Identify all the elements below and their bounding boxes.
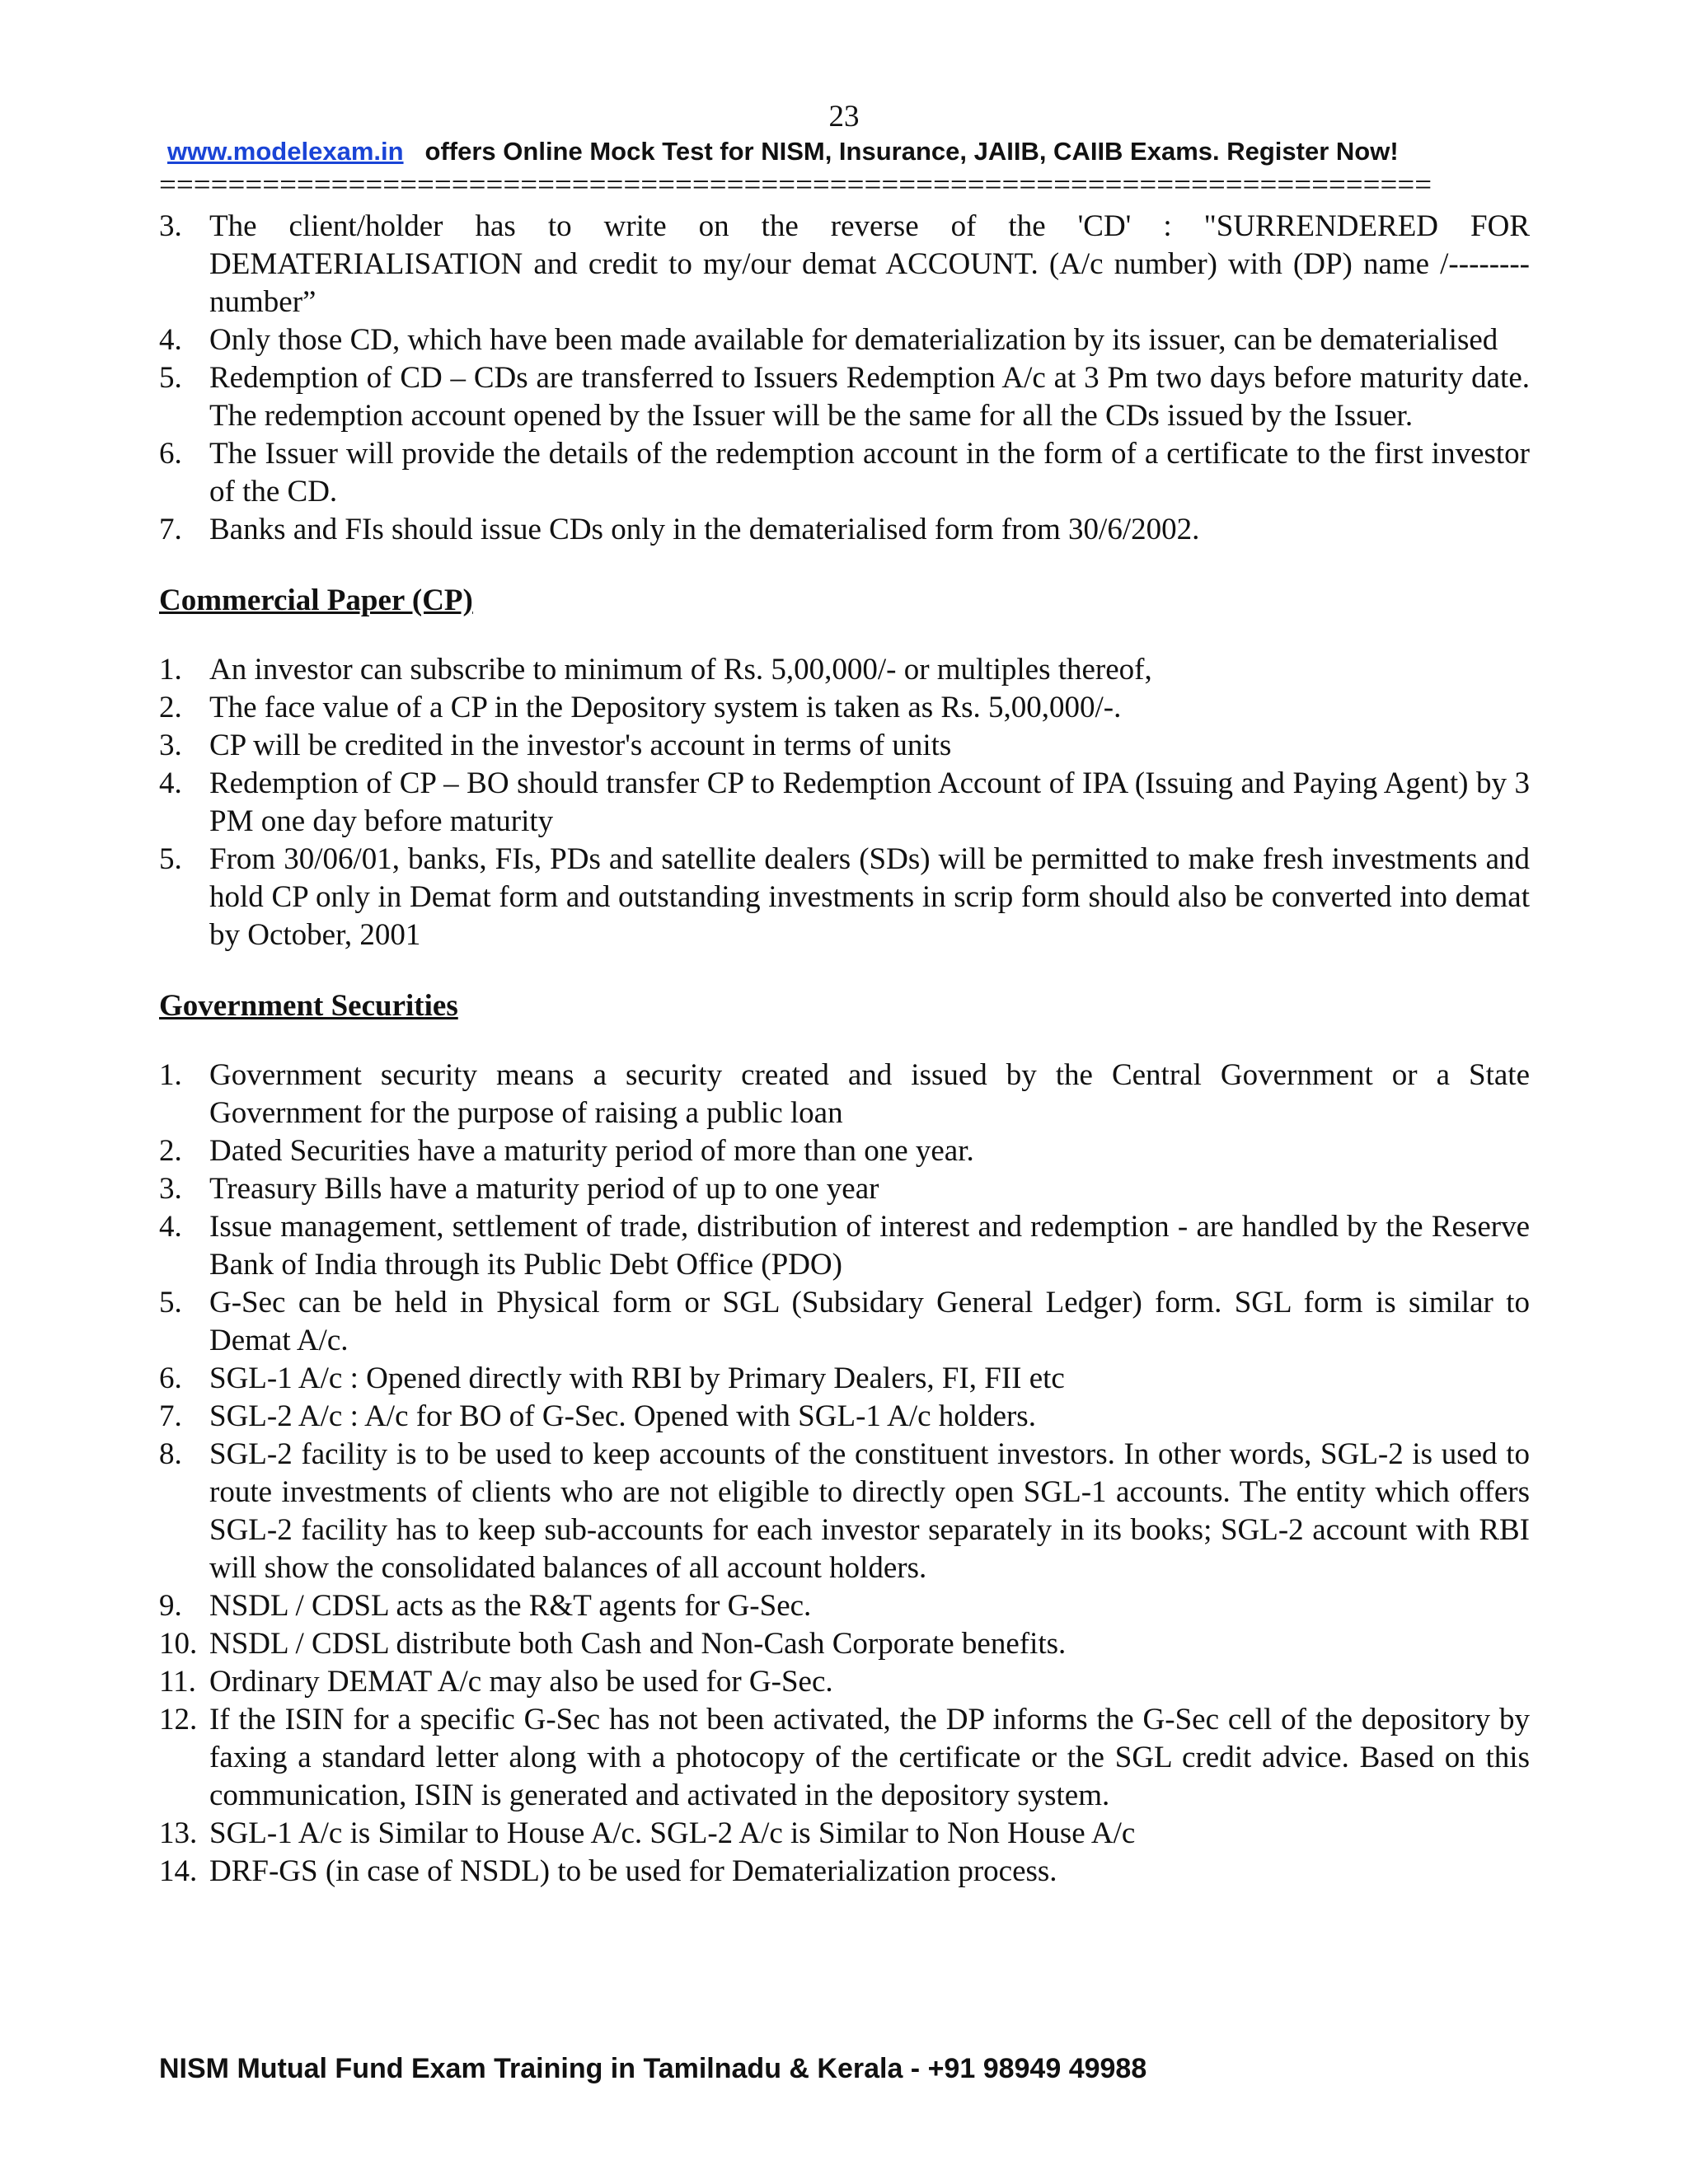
- list-text: CP will be credited in the investor's account in terms of units: [209, 729, 952, 762]
- list-item: [159, 765, 1530, 841]
- list-item: [159, 1625, 1530, 1663]
- list-number: 3.: [159, 209, 182, 243]
- list-number: 11.: [159, 1665, 196, 1699]
- list-item: [159, 321, 1530, 359]
- list-number: 4.: [159, 323, 182, 357]
- list-item: [159, 1398, 1530, 1436]
- list-number: 2.: [159, 691, 182, 724]
- header-tagline: offers Online Mock Test for NISM, Insurance, JAIIB, CAIIB Exams. Register Now!: [424, 137, 1399, 166]
- list-item: [159, 841, 1530, 954]
- list-number: 9.: [159, 1589, 182, 1623]
- list-text: Redemption of CD – CDs are transferred to Issuers Redemption A/c at 3 Pm two days before maturity date. The redemption account opened by the Issuer will be the same for all the CDs issued by the Issuer.: [209, 361, 1530, 433]
- cd-list: [159, 208, 1530, 549]
- list-item: [159, 208, 1530, 321]
- list-text: Banks and FIs should issue CDs only in the dematerialised form from 30/6/2002.: [209, 513, 1200, 546]
- list-text: If the ISIN for a specific G-Sec has not been activated, the DP informs the G-Sec cell of the depository by faxing a standard letter along with a photocopy of the certificate or the SGL credit advice. Based on this communication, ISIN is generated and activated in the depository system.: [209, 1703, 1530, 1812]
- list-item: [159, 435, 1530, 511]
- list-text: NSDL / CDSL distribute both Cash and Non-Cash Corporate benefits.: [209, 1627, 1067, 1661]
- list-text: Government security means a security created and issued by the Central Government or a State Government for the purpose of raising a public loan: [209, 1058, 1530, 1130]
- list-number: 12.: [159, 1703, 198, 1736]
- list-text: Issue management, settlement of trade, distribution of interest and redemption - are handled by the Reserve Bank of India through its Public Debt Office (PDO): [209, 1210, 1530, 1282]
- list-text: G-Sec can be held in Physical form or SGL (Subsidary General Ledger) form. SGL form is similar to Demat A/c.: [209, 1286, 1530, 1357]
- list-item: [159, 1701, 1530, 1815]
- list-item: [159, 651, 1530, 689]
- list-item: [159, 511, 1530, 549]
- section-heading-commercial-paper: Commercial Paper (CP): [159, 583, 473, 617]
- list-number: 1.: [159, 1058, 182, 1092]
- gsec-list: [159, 1057, 1530, 1891]
- list-number: 6.: [159, 437, 182, 471]
- page-number: 23: [828, 100, 860, 134]
- list-number: 5.: [159, 361, 182, 395]
- list-item: [159, 1436, 1530, 1587]
- list-number: 6.: [159, 1361, 182, 1395]
- list-text: SGL-2 A/c : A/c for BO of G-Sec. Opened with SGL-1 A/c holders.: [209, 1399, 1036, 1433]
- list-number: 10.: [159, 1627, 198, 1661]
- list-text: DRF-GS (in case of NSDL) to be used for Dematerialization process.: [209, 1854, 1057, 1888]
- list-item: [159, 1587, 1530, 1625]
- list-number: 7.: [159, 513, 182, 546]
- list-number: 7.: [159, 1399, 182, 1433]
- list-number: 5.: [159, 1286, 182, 1319]
- section-heading-government-securities: Government Securities: [159, 989, 458, 1023]
- list-number: 14.: [159, 1854, 198, 1888]
- list-number: 2.: [159, 1134, 182, 1168]
- list-number: 8.: [159, 1437, 182, 1471]
- list-number: 4.: [159, 1210, 182, 1244]
- list-number: 5.: [159, 842, 182, 876]
- list-number: 4.: [159, 766, 182, 800]
- header-separator: ==========================================================================: [159, 169, 1432, 202]
- list-text: From 30/06/01, banks, FIs, PDs and satellite dealers (SDs) will be permitted to make fresh investments and hold CP only in Demat form and outstanding investments in scrip form should also be converted into demat by October, 2001: [209, 842, 1530, 952]
- list-text: SGL-1 A/c : Opened directly with RBI by Primary Dealers, FI, FII etc: [209, 1361, 1065, 1395]
- footer-banner: NISM Mutual Fund Exam Training in Tamilnadu & Kerala - +91 98949 49988: [159, 2053, 1147, 2084]
- list-item: [159, 727, 1530, 765]
- list-text: The client/holder has to write on the reverse of the 'CD' : "SURRENDERED FOR DEMATERIALISATION and credit to my/our demat ACCOUNT. (A/c number) with (DP) name /-------- number”: [209, 209, 1530, 319]
- list-number: 1.: [159, 653, 182, 687]
- list-item: [159, 1815, 1530, 1853]
- list-text: Only those CD, which have been made available for dematerialization by its issuer, can be dematerialised: [209, 323, 1498, 357]
- list-item: [159, 689, 1530, 727]
- list-item: [159, 359, 1530, 435]
- list-item: [159, 1663, 1530, 1701]
- list-number: 3.: [159, 1172, 182, 1206]
- list-text: NSDL / CDSL acts as the R&T agents for G-Sec.: [209, 1589, 812, 1623]
- list-item: [159, 1360, 1530, 1398]
- list-number: 3.: [159, 729, 182, 762]
- cp-list: [159, 651, 1530, 954]
- list-item: [159, 1132, 1530, 1170]
- list-text: The Issuer will provide the details of the redemption account in the form of a certificate to the first investor of the CD.: [209, 437, 1530, 509]
- list-text: SGL-2 facility is to be used to keep accounts of the constituent investors. In other words, SGL-2 is used to route investments of clients who are not eligible to directly open SGL-1 accounts. The entity which offers SGL-2 facility has to keep sub-accounts for each investor separately in its books; SGL-2 account with RBI will show the consolidated balances of all account holders.: [209, 1437, 1530, 1585]
- list-text: Redemption of CP – BO should transfer CP to Redemption Account of IPA (Issuing and Paying Agent) by 3 PM one day before maturity: [209, 766, 1530, 838]
- list-text: Treasury Bills have a maturity period of up to one year: [209, 1172, 879, 1206]
- list-number: 13.: [159, 1816, 198, 1850]
- list-text: The face value of a CP in the Depository system is taken as Rs. 5,00,000/-.: [209, 691, 1122, 724]
- list-item: [159, 1853, 1530, 1891]
- list-item: [159, 1284, 1530, 1360]
- list-item: [159, 1170, 1530, 1208]
- header-banner: [167, 134, 1527, 169]
- list-item: [159, 1057, 1530, 1132]
- list-text: SGL-1 A/c is Similar to House A/c. SGL-2 A/c is Similar to Non House A/c: [209, 1816, 1136, 1850]
- list-text: Dated Securities have a maturity period of more than one year.: [209, 1134, 974, 1168]
- list-text: An investor can subscribe to minimum of Rs. 5,00,000/- or multiples thereof,: [209, 653, 1152, 687]
- modelexam-link[interactable]: www.modelexam.in: [167, 137, 404, 166]
- list-text: Ordinary DEMAT A/c may also be used for G-Sec.: [209, 1665, 833, 1699]
- page-content: [159, 208, 1530, 1891]
- list-item: [159, 1208, 1530, 1284]
